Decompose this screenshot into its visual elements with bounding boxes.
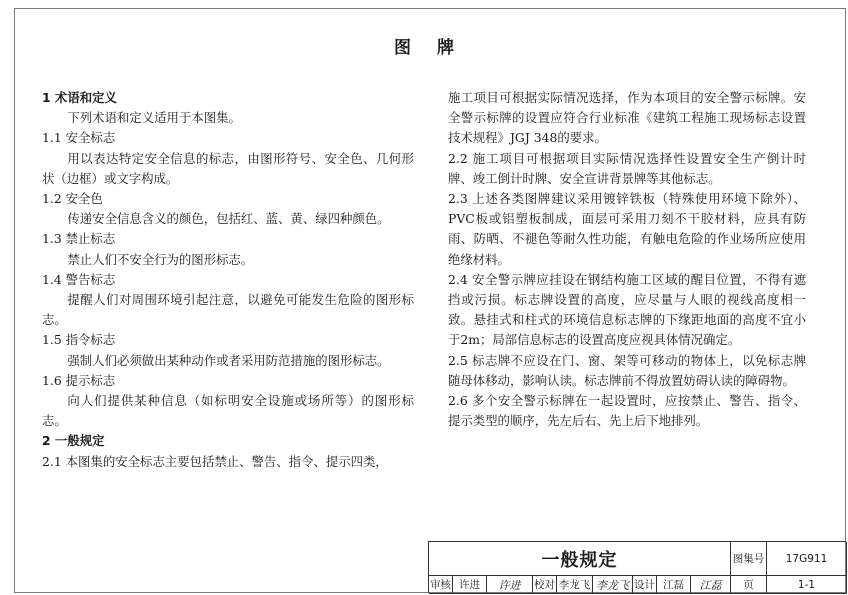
section-heading: 1 术语和定义: [42, 90, 117, 105]
page-title: 图牌: [394, 38, 480, 58]
atlas-no: 17G911: [767, 542, 847, 576]
paragraph: 强制人们必须做出某种动作或者采用防范措施的图形标志。: [67, 352, 390, 368]
title-block: [428, 541, 846, 593]
item-heading: 1.1 安全标志: [42, 130, 116, 146]
paragraph: 用以表达特定安全信息的标志，由图形符号、安全色、几何形状（边框）或文字构成。: [42, 150, 414, 186]
designer-signature: 江磊: [691, 576, 731, 594]
item-heading: 1.4 警告标志: [42, 271, 116, 287]
drawing-title: 一般规定: [429, 542, 731, 576]
right-column: [448, 88, 806, 431]
page-number: 1-1: [767, 576, 847, 594]
paragraph: 2.3 上述各类图牌建议采用镀锌铁板（特殊使用环境下除外）、PVC板或铝塑板制成，面层可采用刀刻不干胶材料，应具有防雨、防晒、不褪色等耐久性功能，有触电危险的作业场所应使用绝缘材料。: [448, 191, 806, 267]
checker-name: 李龙飞: [557, 576, 593, 594]
design-label: 设计: [633, 576, 657, 594]
item-heading: 1.3 禁止标志: [42, 231, 116, 247]
paragraph: 向人们提供某种信息（如标明安全设施或场所等）的图形标志。: [42, 393, 414, 429]
section-heading: 2 一般规定: [42, 433, 105, 449]
item-heading: 1.2 安全色: [42, 191, 103, 207]
paragraph: 2.4 安全警示牌应挂设在钢结构施工区域的醒目位置，不得有遮挡或污损。标志牌设置的高度，应尽量与人眼的视线高度相一致。悬挂式和柱式的环境信息标志牌的下缘距地面的高度不宜小于2m；局部信息标志的设置高度应视具体情况确定。: [448, 271, 806, 348]
review-label: 审核: [429, 576, 453, 594]
paragraph: 2.6 多个安全警示标牌在一起设置时，应按禁止、警告、指令、提示类型的顺序，先左后右、先上后下地排列。: [448, 393, 806, 429]
paragraph: 下列术语和定义适用于本图集。: [67, 110, 241, 126]
paragraph: 2.2 施工项目可根据项目实际情况选择性设置安全生产倒计时牌、竣工倒计时牌、安全宣讲背景牌等其他标志。: [448, 150, 806, 186]
check-label: 校对: [533, 576, 557, 594]
paragraph: 传递安全信息含义的颜色，包括红、蓝、黄、绿四种颜色。: [67, 211, 390, 227]
item-heading: 1.5 指令标志: [42, 332, 116, 348]
reviewer-name: 许进: [453, 576, 487, 594]
designer-name: 江磊: [657, 576, 691, 594]
paragraph: 2.1 本图集的安全标志主要包括禁止、警告、指令、提示四类，: [42, 453, 388, 469]
checker-signature: 李龙飞: [593, 576, 633, 594]
paragraph: 提醒人们对周围环境引起注意，以避免可能发生危险的图形标志。: [42, 292, 414, 328]
page-label: 页: [731, 576, 767, 594]
paragraph: 施工项目可根据实际情况选择，作为本项目的安全警示标牌。安全警示标牌的设置应符合行业标准《建筑工程施工现场标志设置技术规程》JGJ 348的要求。: [448, 90, 806, 146]
paragraph: 禁止人们不安全行为的图形标志。: [67, 251, 254, 267]
left-column: [42, 88, 414, 472]
paragraph: 2.5 标志牌不应设在门、窗、架等可移动的物体上，以免标志牌随母体移动，影响认读。标志牌前不得放置妨碍认读的障碍物。: [448, 352, 806, 388]
atlas-no-label: 图集号: [731, 542, 767, 576]
reviewer-signature: 许进: [487, 576, 533, 594]
item-heading: 1.6 提示标志: [42, 372, 116, 388]
